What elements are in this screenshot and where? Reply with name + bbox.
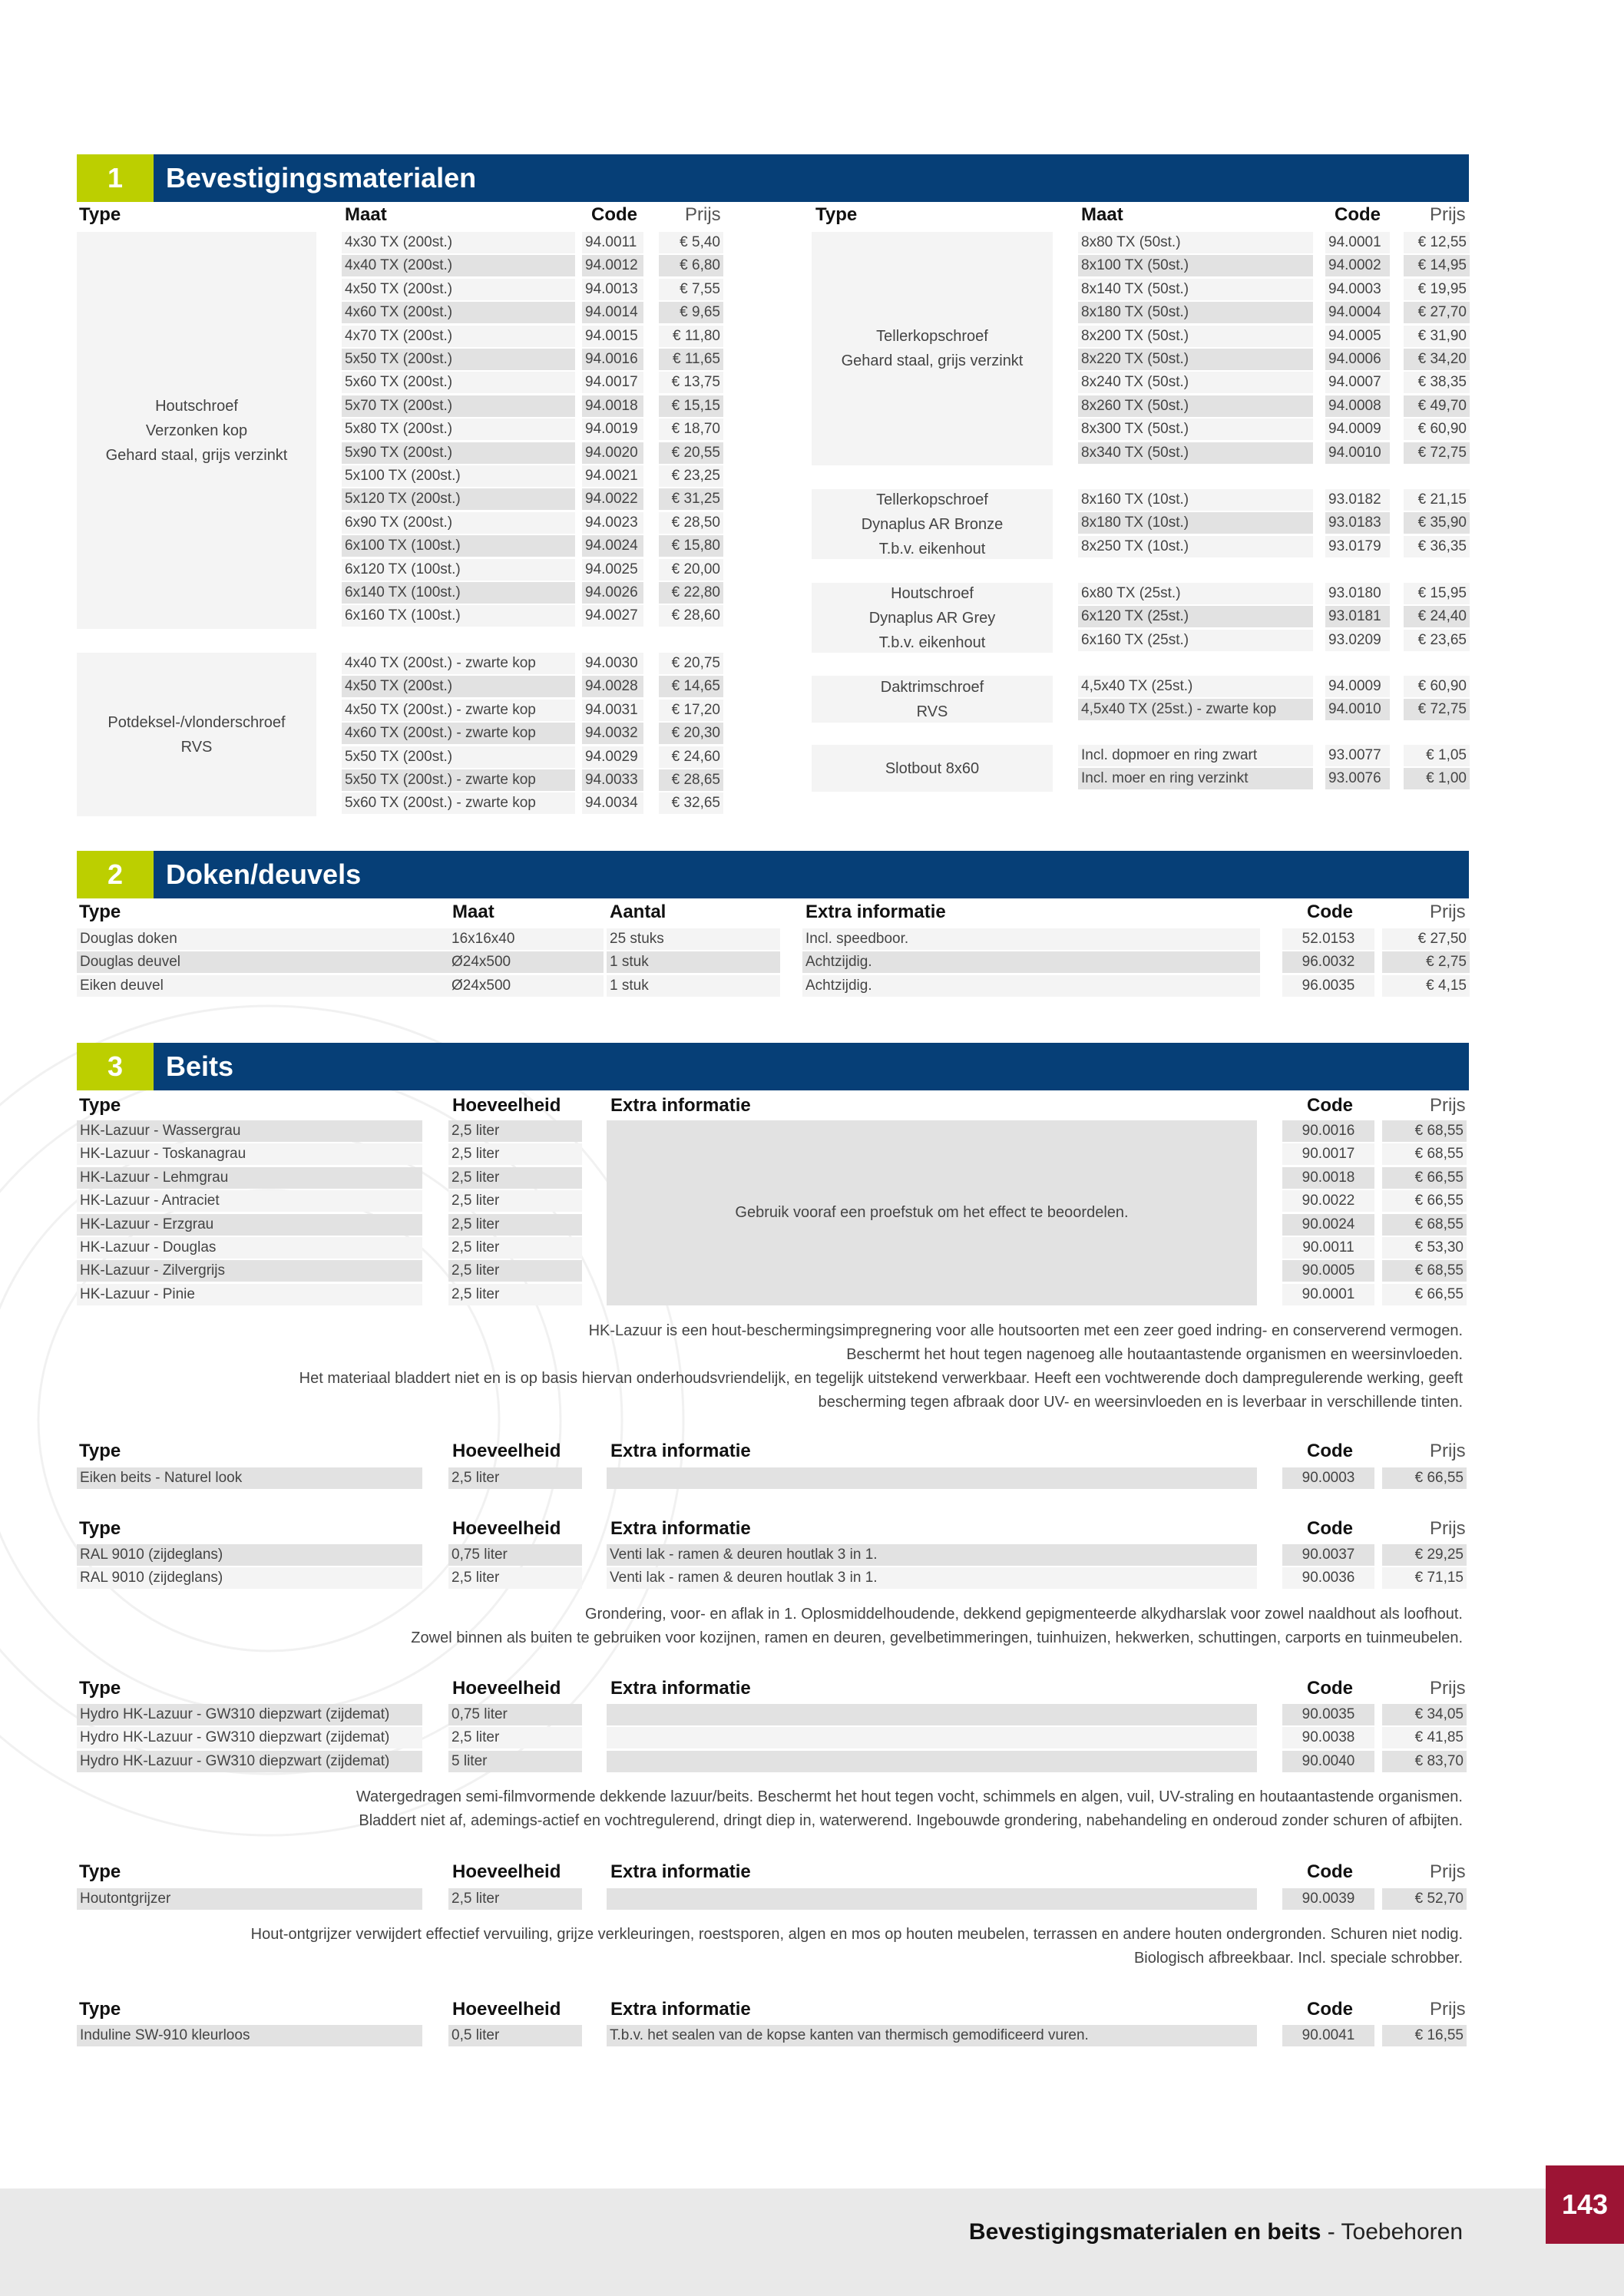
col-header-aantal: Aantal xyxy=(610,902,666,922)
table-cell-maat: 8x200 TX (50st.) xyxy=(1078,326,1313,347)
type-cell: Houtschroef Verzonken kop Gehard staal, grijs verzinkt xyxy=(77,232,316,629)
col-header-code: Code xyxy=(1307,1999,1353,2020)
table-cell-code: 90.0016 xyxy=(1282,1120,1374,1142)
col-header-maat: Maat xyxy=(452,902,494,922)
table-cell-prijs: € 15,80 xyxy=(659,535,723,557)
table-cell-code: 94.0005 xyxy=(1325,326,1390,347)
footer-title-light: Toebehoren xyxy=(1341,2219,1463,2245)
table-cell-maat: 4x50 TX (200st.) xyxy=(342,279,575,300)
col-header-type: Type xyxy=(79,204,121,225)
table-cell-code: 94.0015 xyxy=(582,326,643,347)
table-cell-type: RAL 9010 (zijdeglans) xyxy=(77,1544,422,1566)
table-cell-hoeveelheid: 2,5 liter xyxy=(448,1727,582,1748)
table-cell-hoeveelheid: 2,5 liter xyxy=(448,1237,582,1259)
table-cell-aantal: 1 stuk xyxy=(607,951,780,973)
table-cell-type: Eiken deuvel xyxy=(77,975,448,997)
table-cell-prijs: € 28,65 xyxy=(659,769,723,791)
table-cell-hoeveelheid: 0,5 liter xyxy=(448,2025,582,2046)
table-cell-code: 94.0009 xyxy=(1325,419,1390,440)
table-cell-maat: 8x180 TX (50st.) xyxy=(1078,302,1313,323)
table-cell-extra: Achtzijdig. xyxy=(802,975,1260,997)
table-cell-prijs: € 24,40 xyxy=(1404,606,1470,627)
table-cell-code: 90.0041 xyxy=(1282,2025,1374,2046)
table-cell-prijs: € 22,80 xyxy=(659,582,723,604)
table-cell-hoeveelheid: 2,5 liter xyxy=(448,1167,582,1189)
table-cell-code: 94.0004 xyxy=(1325,302,1390,323)
table-cell-maat: 5x60 TX (200st.) - zwarte kop xyxy=(342,792,575,814)
info-note: Beschermt het hout tegen nagenoeg alle houtaantastende organismen en weersinvloeden. xyxy=(846,1346,1463,1363)
table-cell-type: Hydro HK-Lazuur - GW310 diepzwart (zijdemat) xyxy=(77,1727,422,1748)
table-cell-code: 94.0021 xyxy=(582,465,643,487)
col-header-type: Type xyxy=(79,1441,121,1461)
page-number: 143 xyxy=(1546,2165,1624,2244)
table-cell-code: 90.0017 xyxy=(1282,1143,1374,1165)
col-header-prijs: Prijs xyxy=(685,204,721,225)
col-header-type: Type xyxy=(79,1095,121,1116)
col-header-hoeveelheid: Hoeveelheid xyxy=(452,1095,561,1116)
table-cell-maat: 6x90 TX (200st.) xyxy=(342,512,575,534)
table-cell-prijs: € 2,75 xyxy=(1382,951,1470,973)
info-note: HK-Lazuur is een hout-beschermingsimpregnering voor alle houtsoorten met een zeer goed indring- en conserverend vermogen. xyxy=(588,1322,1463,1339)
table-cell-extra xyxy=(607,1727,1257,1748)
table-cell-prijs: € 4,15 xyxy=(1382,975,1470,997)
table-cell-prijs: € 68,55 xyxy=(1382,1143,1467,1165)
table-cell-prijs: € 20,75 xyxy=(659,653,723,674)
table-cell-prijs: € 21,15 xyxy=(1404,489,1470,511)
table-cell-prijs: € 23,25 xyxy=(659,465,723,487)
table-cell-extra xyxy=(607,1751,1257,1772)
table-cell-maat: 4x60 TX (200st.) xyxy=(342,302,575,323)
type-cell: Tellerkopschroef Gehard staal, grijs verzinkt xyxy=(812,232,1053,465)
table-cell-prijs: € 7,55 xyxy=(659,279,723,300)
info-note: Grondering, voor- en aflak in 1. Oplosmiddelhoudende, dekkend gepigmenteerde alkydharslak voor zowel naaldhout als loofhout. xyxy=(585,1606,1463,1623)
table-cell-aantal: 1 stuk xyxy=(607,975,780,997)
table-cell-type: RAL 9010 (zijdeglans) xyxy=(77,1567,422,1589)
col-header-prijs: Prijs xyxy=(1430,1441,1466,1461)
table-cell-hoeveelheid: 2,5 liter xyxy=(448,1190,582,1212)
footer-title xyxy=(969,2219,1463,2245)
table-cell-hoeveelheid: 2,5 liter xyxy=(448,1284,582,1305)
table-cell-code: 90.0036 xyxy=(1282,1567,1374,1589)
table-cell-prijs: € 60,90 xyxy=(1404,676,1470,697)
table-cell-maat: 4,5x40 TX (25st.) xyxy=(1078,676,1313,697)
table-cell-prijs: € 5,40 xyxy=(659,232,723,253)
extra-info-box: Gebruik vooraf een proefstuk om het effect te beoordelen. xyxy=(607,1120,1257,1305)
table-cell-code: 94.0014 xyxy=(582,302,643,323)
table-cell-maat: 8x140 TX (50st.) xyxy=(1078,279,1313,300)
table-cell-maat: 6x80 TX (25st.) xyxy=(1078,583,1313,604)
table-cell-hoeveelheid: 2,5 liter xyxy=(448,1888,582,1910)
section-header-3 xyxy=(77,1043,1469,1090)
table-cell-code: 90.0024 xyxy=(1282,1214,1374,1236)
table-cell-code: 90.0038 xyxy=(1282,1727,1374,1748)
info-note: Het materiaal bladdert niet en is op basis hiervan onderhoudsvriendelijk, en tegelijk uitstekend verwerkbaar. Heeft een vochtwerende doch dampregulerende werking, geeft xyxy=(299,1370,1463,1387)
table-cell-prijs: € 60,90 xyxy=(1404,419,1470,440)
table-cell-prijs: € 1,00 xyxy=(1404,768,1470,789)
table-cell-extra xyxy=(607,1467,1257,1489)
table-cell-code: 94.0024 xyxy=(582,535,643,557)
table-cell-code: 93.0179 xyxy=(1325,536,1390,557)
table-cell-code: 94.0002 xyxy=(1325,255,1390,276)
col-header-type: Type xyxy=(79,1861,121,1882)
table-cell-hoeveelheid: 2,5 liter xyxy=(448,1143,582,1165)
table-cell-maat: 8x80 TX (50st.) xyxy=(1078,232,1313,253)
footer-separator: - xyxy=(1321,2219,1341,2245)
table-cell-prijs: € 66,55 xyxy=(1382,1467,1467,1489)
table-cell-prijs: € 11,65 xyxy=(659,349,723,370)
table-cell-prijs: € 15,95 xyxy=(1404,583,1470,604)
table-cell-type: HK-Lazuur - Pinie xyxy=(77,1284,422,1305)
table-cell-prijs: € 34,05 xyxy=(1382,1704,1467,1725)
table-cell-prijs: € 38,35 xyxy=(1404,372,1470,393)
table-cell-code: 94.0016 xyxy=(582,349,643,370)
table-cell-hoeveelheid: 2,5 liter xyxy=(448,1260,582,1282)
col-header-prijs: Prijs xyxy=(1430,1678,1466,1699)
table-cell-maat: 16x16x40 xyxy=(448,928,604,950)
table-cell-maat: 6x140 TX (100st.) xyxy=(342,582,575,604)
table-cell-maat: 4x50 TX (200st.) xyxy=(342,676,575,697)
table-cell-prijs: € 53,30 xyxy=(1382,1237,1467,1259)
type-cell: Slotbout 8x60 xyxy=(812,745,1053,792)
table-cell-code: 90.0003 xyxy=(1282,1467,1374,1489)
table-cell-prijs: € 17,20 xyxy=(659,700,723,721)
table-cell-prijs: € 29,25 xyxy=(1382,1544,1467,1566)
table-cell-code: 94.0030 xyxy=(582,653,643,674)
table-cell-code: 94.0013 xyxy=(582,279,643,300)
type-cell: Potdeksel-/vlonderschroef RVS xyxy=(77,653,316,816)
col-header-code: Code xyxy=(1307,902,1353,922)
table-cell-type: Douglas doken xyxy=(77,928,448,950)
table-cell-code: 90.0035 xyxy=(1282,1704,1374,1725)
col-header-prijs: Prijs xyxy=(1430,1861,1466,1882)
table-cell-code: 90.0040 xyxy=(1282,1751,1374,1772)
col-header-extra: Extra informatie xyxy=(610,1678,751,1699)
table-cell-extra: Incl. speedboor. xyxy=(802,928,1260,950)
info-note: Watergedragen semi-filmvormende dekkende lazuur/beits. Beschermt het hout tegen vocht, schimmels en algen, vuil, UV-straling en houtaantastende organismen. xyxy=(356,1788,1463,1805)
table-cell-prijs: € 16,55 xyxy=(1382,2025,1467,2046)
table-cell-type: HK-Lazuur - Antraciet xyxy=(77,1190,422,1212)
table-cell-type: HK-Lazuur - Zilvergrijs xyxy=(77,1260,422,1282)
table-cell-maat: 8x100 TX (50st.) xyxy=(1078,255,1313,276)
table-cell-prijs: € 72,75 xyxy=(1404,442,1470,464)
table-cell-prijs: € 24,60 xyxy=(659,746,723,768)
table-cell-prijs: € 83,70 xyxy=(1382,1751,1467,1772)
table-cell-code: 93.0180 xyxy=(1325,583,1390,604)
table-cell-maat: 8x160 TX (10st.) xyxy=(1078,489,1313,511)
col-header-code: Code xyxy=(1307,1861,1353,1882)
table-cell-maat: 4x70 TX (200st.) xyxy=(342,326,575,347)
info-note: bescherming tegen afbraak door UV- en weersinvloeden en is leverbaar in verschillende tinten. xyxy=(818,1394,1463,1411)
table-cell-hoeveelheid: 0,75 liter xyxy=(448,1704,582,1725)
table-cell-code: 93.0209 xyxy=(1325,630,1390,651)
table-cell-maat: 4x40 TX (200st.) xyxy=(342,255,575,276)
section-header-2 xyxy=(77,851,1469,898)
table-cell-maat: 8x300 TX (50st.) xyxy=(1078,419,1313,440)
table-cell-prijs: € 68,55 xyxy=(1382,1260,1467,1282)
info-note: Bladdert niet af, ademings-actief en vochtregulerend, dringt diep in, waterwerend. Ingebouwde grondering, nabehandeling en onderoud zonder schuren of afbijten. xyxy=(359,1812,1463,1829)
table-cell-code: 93.0183 xyxy=(1325,512,1390,534)
table-cell-type: HK-Lazuur - Wassergrau xyxy=(77,1120,422,1142)
table-cell-prijs: € 72,75 xyxy=(1404,699,1470,720)
col-header-extra: Extra informatie xyxy=(610,1441,751,1461)
table-cell-maat: 5x50 TX (200st.) - zwarte kop xyxy=(342,769,575,791)
table-cell-code: 94.0029 xyxy=(582,746,643,768)
col-header-hoeveelheid: Hoeveelheid xyxy=(452,1518,561,1539)
table-cell-type: Eiken beits - Naturel look xyxy=(77,1467,422,1489)
table-cell-maat: 4,5x40 TX (25st.) - zwarte kop xyxy=(1078,699,1313,720)
table-cell-maat: 5x120 TX (200st.) xyxy=(342,488,575,510)
table-cell-prijs: € 31,90 xyxy=(1404,326,1470,347)
table-cell-prijs: € 36,35 xyxy=(1404,536,1470,557)
col-header-code: Code xyxy=(1307,1678,1353,1699)
table-cell-prijs: € 68,55 xyxy=(1382,1120,1467,1142)
table-cell-code: 94.0010 xyxy=(1325,442,1390,464)
table-cell-maat: 5x90 TX (200st.) xyxy=(342,442,575,464)
table-cell-code: 94.0008 xyxy=(1325,395,1390,417)
table-cell-code: 94.0018 xyxy=(582,395,643,417)
info-note: Hout-ontgrijzer verwijdert effectief vervuiling, grijze verkleuringen, roestsporen, algen en mos op houten meubelen, terrassen en andere houten ondergronden. Schuren niet nodig. xyxy=(250,1926,1463,1943)
table-cell-code: 90.0039 xyxy=(1282,1888,1374,1910)
section-title: Doken/deuvels xyxy=(166,859,362,890)
table-cell-code: 90.0011 xyxy=(1282,1237,1374,1259)
table-cell-code: 94.0011 xyxy=(582,232,643,253)
table-cell-aantal: 25 stuks xyxy=(607,928,780,950)
table-cell-type: HK-Lazuur - Douglas xyxy=(77,1237,422,1259)
table-cell-prijs: € 52,70 xyxy=(1382,1888,1467,1910)
table-cell-prijs: € 68,55 xyxy=(1382,1214,1467,1236)
col-header-type: Type xyxy=(815,204,858,225)
table-cell-code: 93.0181 xyxy=(1325,606,1390,627)
col-header-prijs: Prijs xyxy=(1430,204,1466,225)
col-header-extra: Extra informatie xyxy=(610,1999,751,2020)
table-cell-hoeveelheid: 2,5 liter xyxy=(448,1467,582,1489)
table-cell-prijs: € 27,70 xyxy=(1404,302,1470,323)
table-cell-maat: Incl. moer en ring verzinkt xyxy=(1078,768,1313,789)
table-cell-code: 94.0025 xyxy=(582,559,643,581)
table-cell-hoeveelheid: 0,75 liter xyxy=(448,1544,582,1566)
table-cell-maat: 4x40 TX (200st.) - zwarte kop xyxy=(342,653,575,674)
table-cell-prijs: € 27,50 xyxy=(1382,928,1470,950)
table-cell-hoeveelheid: 5 liter xyxy=(448,1751,582,1772)
col-header-type: Type xyxy=(79,1518,121,1539)
table-cell-type: Induline SW-910 kleurloos xyxy=(77,2025,422,2046)
table-cell-code: 93.0076 xyxy=(1325,768,1390,789)
col-header-code: Code xyxy=(1307,1095,1353,1116)
table-cell-prijs: € 14,95 xyxy=(1404,255,1470,276)
table-cell-prijs: € 66,55 xyxy=(1382,1190,1467,1212)
col-header-extra: Extra informatie xyxy=(610,1095,751,1116)
info-note: Biologisch afbreekbaar. Incl. speciale schrobber. xyxy=(1133,1950,1463,1967)
table-cell-maat: 5x80 TX (200st.) xyxy=(342,419,575,440)
table-cell-prijs: € 66,55 xyxy=(1382,1167,1467,1189)
table-cell-type: Houtontgrijzer xyxy=(77,1888,422,1910)
table-cell-prijs: € 13,75 xyxy=(659,372,723,393)
table-cell-extra xyxy=(607,1888,1257,1910)
info-note: Zowel binnen als buiten te gebruiken voor kozijnen, ramen en deuren, gevelbetimmeringen, tuinhuizen, hekwerken, schuttingen, carports en tuinmeubelen. xyxy=(411,1629,1463,1646)
col-header-maat: Maat xyxy=(1081,204,1123,225)
table-cell-extra: Venti lak - ramen & deuren houtlak 3 in 1. xyxy=(607,1567,1257,1589)
table-cell-type: Hydro HK-Lazuur - GW310 diepzwart (zijdemat) xyxy=(77,1751,422,1772)
table-cell-maat: 8x260 TX (50st.) xyxy=(1078,395,1313,417)
table-cell-maat: 8x180 TX (10st.) xyxy=(1078,512,1313,534)
table-cell-code: 90.0037 xyxy=(1282,1544,1374,1566)
table-cell-prijs: € 28,50 xyxy=(659,512,723,534)
table-cell-prijs: € 49,70 xyxy=(1404,395,1470,417)
table-cell-maat: 6x160 TX (100st.) xyxy=(342,605,575,627)
section-number: 3 xyxy=(77,1043,154,1090)
col-header-code: Code xyxy=(1335,204,1381,225)
table-cell-code: 94.0020 xyxy=(582,442,643,464)
col-header-prijs: Prijs xyxy=(1430,1999,1466,2020)
table-cell-extra xyxy=(607,1704,1257,1725)
table-cell-prijs: € 35,90 xyxy=(1404,512,1470,534)
table-cell-maat: 8x250 TX (10st.) xyxy=(1078,536,1313,557)
table-cell-prijs: € 23,65 xyxy=(1404,630,1470,651)
col-header-hoeveelheid: Hoeveelheid xyxy=(452,1678,561,1699)
table-cell-prijs: € 1,05 xyxy=(1404,745,1470,766)
section-number: 2 xyxy=(77,851,154,898)
table-cell-prijs: € 34,20 xyxy=(1404,349,1470,370)
table-cell-code: 94.0009 xyxy=(1325,676,1390,697)
table-cell-code: 94.0007 xyxy=(1325,372,1390,393)
table-cell-code: 94.0032 xyxy=(582,723,643,744)
col-header-prijs: Prijs xyxy=(1430,1095,1466,1116)
table-cell-maat: Ø24x500 xyxy=(448,951,604,973)
table-cell-code: 52.0153 xyxy=(1282,928,1374,950)
table-cell-prijs: € 66,55 xyxy=(1382,1284,1467,1305)
table-cell-prijs: € 15,15 xyxy=(659,395,723,417)
table-cell-maat: Incl. dopmoer en ring zwart xyxy=(1078,745,1313,766)
table-cell-prijs: € 32,65 xyxy=(659,792,723,814)
table-cell-prijs: € 9,65 xyxy=(659,302,723,323)
table-cell-code: 94.0019 xyxy=(582,419,643,440)
table-cell-maat: 6x120 TX (25st.) xyxy=(1078,606,1313,627)
col-header-extra: Extra informatie xyxy=(610,1861,751,1882)
table-cell-prijs: € 28,60 xyxy=(659,605,723,627)
table-cell-code: 94.0010 xyxy=(1325,699,1390,720)
col-header-hoeveelheid: Hoeveelheid xyxy=(452,1999,561,2020)
table-cell-code: 94.0023 xyxy=(582,512,643,534)
table-cell-prijs: € 71,15 xyxy=(1382,1567,1467,1589)
table-cell-code: 90.0022 xyxy=(1282,1190,1374,1212)
table-cell-maat: 4x50 TX (200st.) - zwarte kop xyxy=(342,700,575,721)
table-cell-extra: T.b.v. het sealen van de kopse kanten van thermisch gemodificeerd vuren. xyxy=(607,2025,1257,2046)
table-cell-code: 93.0182 xyxy=(1325,489,1390,511)
table-cell-maat: 5x70 TX (200st.) xyxy=(342,395,575,417)
table-cell-type: HK-Lazuur - Toskanagrau xyxy=(77,1143,422,1165)
table-cell-code: 90.0005 xyxy=(1282,1260,1374,1282)
col-header-prijs: Prijs xyxy=(1430,1518,1466,1539)
table-cell-code: 94.0022 xyxy=(582,488,643,510)
table-cell-prijs: € 20,55 xyxy=(659,442,723,464)
table-cell-maat: 8x220 TX (50st.) xyxy=(1078,349,1313,370)
section-title: Beits xyxy=(166,1050,234,1082)
table-cell-prijs: € 31,25 xyxy=(659,488,723,510)
table-cell-code: 94.0033 xyxy=(582,769,643,791)
table-cell-prijs: € 18,70 xyxy=(659,419,723,440)
table-cell-code: 94.0001 xyxy=(1325,232,1390,253)
col-header-code: Code xyxy=(1307,1518,1353,1539)
table-cell-prijs: € 14,65 xyxy=(659,676,723,697)
footer-title-bold: Bevestigingsmaterialen en beits xyxy=(968,2219,1321,2245)
table-cell-maat: 4x30 TX (200st.) xyxy=(342,232,575,253)
col-header-code: Code xyxy=(1307,1441,1353,1461)
table-cell-prijs: € 19,95 xyxy=(1404,279,1470,300)
section-number: 1 xyxy=(77,154,154,202)
table-cell-code: 94.0003 xyxy=(1325,279,1390,300)
table-cell-prijs: € 12,55 xyxy=(1404,232,1470,253)
table-cell-hoeveelheid: 2,5 liter xyxy=(448,1214,582,1236)
table-cell-extra: Achtzijdig. xyxy=(802,951,1260,973)
table-cell-prijs: € 20,30 xyxy=(659,723,723,744)
table-cell-hoeveelheid: 2,5 liter xyxy=(448,1567,582,1589)
table-cell-maat: Ø24x500 xyxy=(448,975,604,997)
table-cell-extra: Venti lak - ramen & deuren houtlak 3 in 1. xyxy=(607,1544,1257,1566)
table-cell-code: 96.0032 xyxy=(1282,951,1374,973)
table-cell-type: HK-Lazuur - Erzgrau xyxy=(77,1214,422,1236)
table-cell-maat: 5x60 TX (200st.) xyxy=(342,372,575,393)
table-cell-prijs: € 11,80 xyxy=(659,326,723,347)
col-header-extra: Extra informatie xyxy=(805,902,946,922)
table-cell-code: 94.0012 xyxy=(582,255,643,276)
col-header-maat: Maat xyxy=(345,204,387,225)
table-cell-prijs: € 41,85 xyxy=(1382,1727,1467,1748)
type-cell: Houtschroef Dynaplus AR Grey T.b.v. eikenhout xyxy=(812,583,1053,653)
table-cell-code: 90.0001 xyxy=(1282,1284,1374,1305)
col-header-extra: Extra informatie xyxy=(610,1518,751,1539)
col-header-type: Type xyxy=(79,902,121,922)
col-header-hoeveelheid: Hoeveelheid xyxy=(452,1861,561,1882)
table-cell-prijs: € 20,00 xyxy=(659,559,723,581)
table-cell-code: 96.0035 xyxy=(1282,975,1374,997)
table-cell-maat: 6x160 TX (25st.) xyxy=(1078,630,1313,651)
table-cell-code: 90.0018 xyxy=(1282,1167,1374,1189)
table-cell-maat: 5x100 TX (200st.) xyxy=(342,465,575,487)
table-cell-maat: 6x100 TX (100st.) xyxy=(342,535,575,557)
table-cell-maat: 8x240 TX (50st.) xyxy=(1078,372,1313,393)
table-cell-maat: 4x60 TX (200st.) - zwarte kop xyxy=(342,723,575,744)
type-cell: Daktrimschroef RVS xyxy=(812,676,1053,723)
col-header-hoeveelheid: Hoeveelheid xyxy=(452,1441,561,1461)
table-cell-code: 94.0006 xyxy=(1325,349,1390,370)
table-cell-maat: 6x120 TX (100st.) xyxy=(342,559,575,581)
table-cell-type: Hydro HK-Lazuur - GW310 diepzwart (zijdemat) xyxy=(77,1704,422,1725)
table-cell-maat: 8x340 TX (50st.) xyxy=(1078,442,1313,464)
col-header-type: Type xyxy=(79,1678,121,1699)
table-cell-code: 94.0028 xyxy=(582,676,643,697)
col-header-type: Type xyxy=(79,1999,121,2020)
table-cell-code: 93.0077 xyxy=(1325,745,1390,766)
table-cell-type: Douglas deuvel xyxy=(77,951,448,973)
table-cell-prijs: € 6,80 xyxy=(659,255,723,276)
col-header-code: Code xyxy=(591,204,637,225)
table-cell-maat: 5x50 TX (200st.) xyxy=(342,349,575,370)
section-header-1 xyxy=(77,154,1469,202)
col-header-prijs: Prijs xyxy=(1430,902,1466,922)
table-cell-hoeveelheid: 2,5 liter xyxy=(448,1120,582,1142)
table-cell-code: 94.0026 xyxy=(582,582,643,604)
section-title: Bevestigingsmaterialen xyxy=(166,162,477,194)
table-cell-maat: 5x50 TX (200st.) xyxy=(342,746,575,768)
table-cell-code: 94.0034 xyxy=(582,792,643,814)
table-cell-code: 94.0017 xyxy=(582,372,643,393)
type-cell: Tellerkopschroef Dynaplus AR Bronze T.b.v. eikenhout xyxy=(812,489,1053,559)
table-cell-type: HK-Lazuur - Lehmgrau xyxy=(77,1167,422,1189)
table-cell-code: 94.0027 xyxy=(582,605,643,627)
table-cell-code: 94.0031 xyxy=(582,700,643,721)
